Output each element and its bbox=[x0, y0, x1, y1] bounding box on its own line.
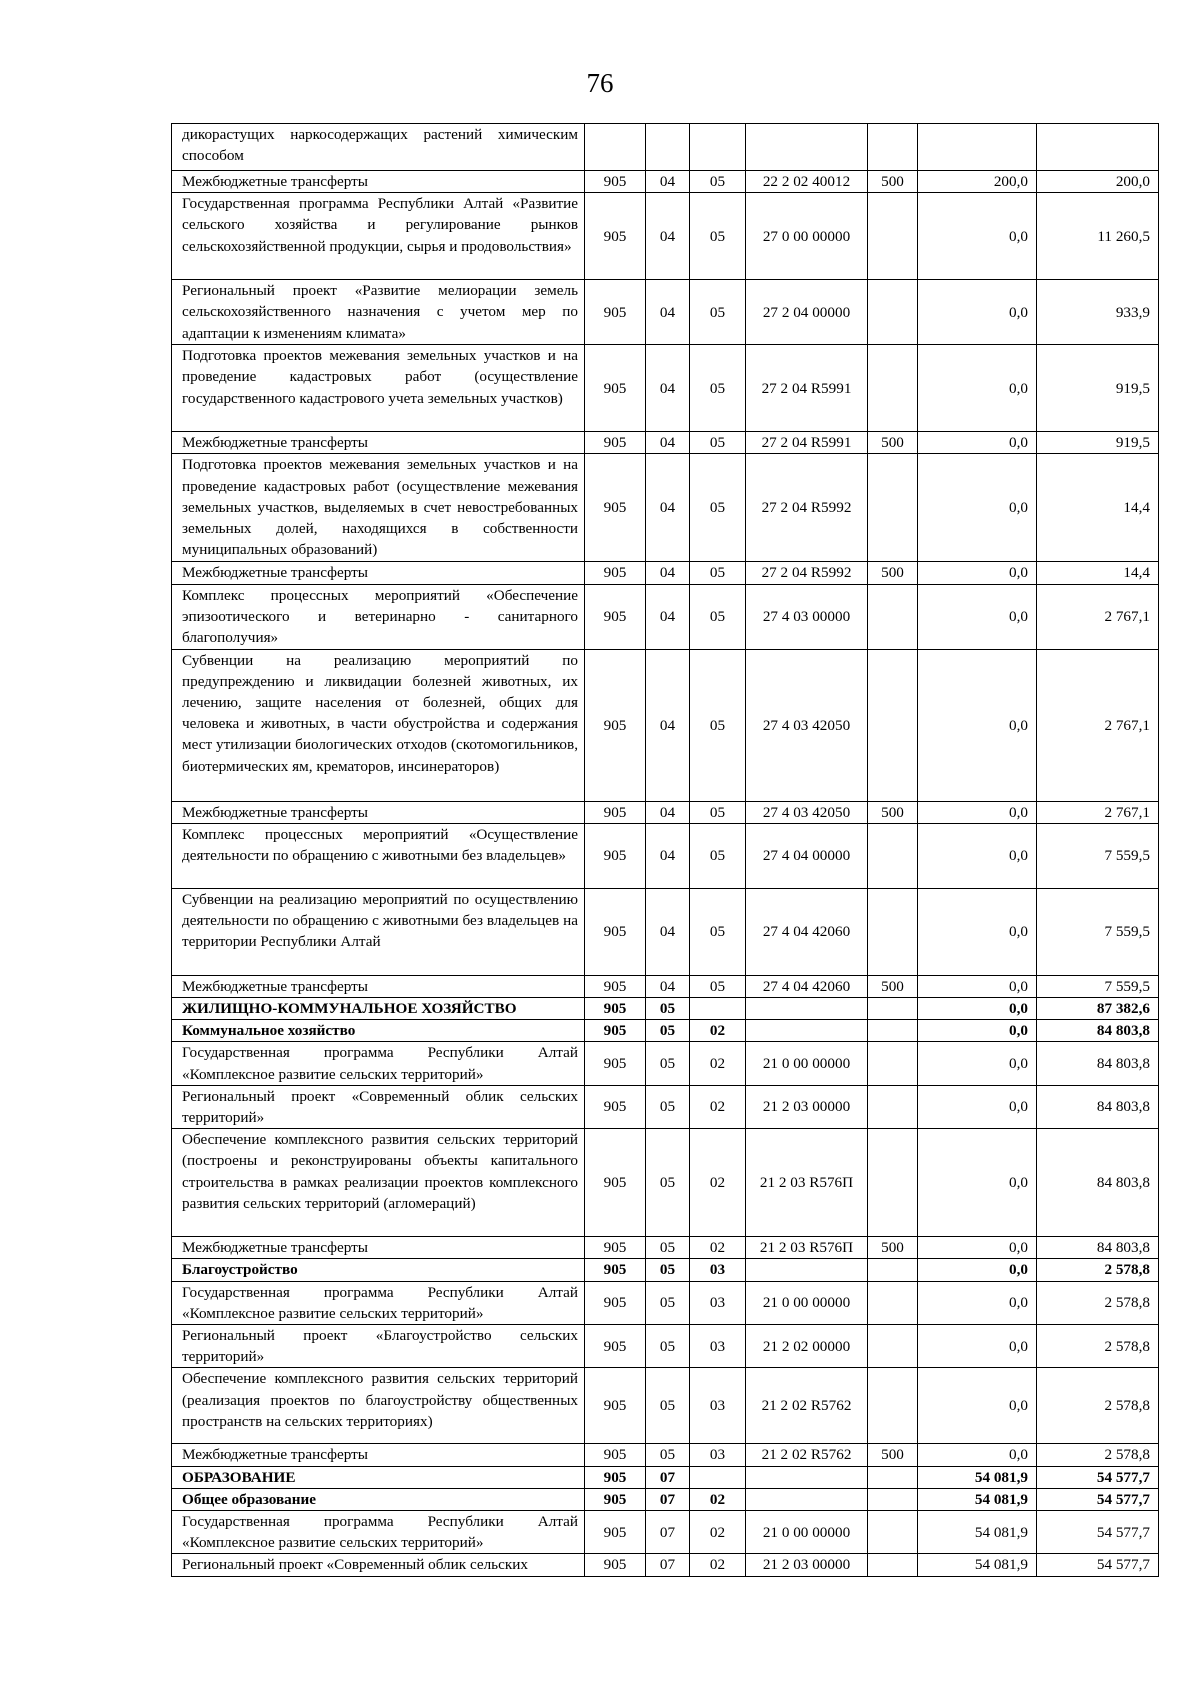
cell-target-article: 27 4 03 42050 bbox=[746, 649, 868, 801]
cell-admin-code: 905 bbox=[585, 193, 646, 280]
cell-sum-year1: 0,0 bbox=[918, 1281, 1037, 1324]
cell-name: Межбюджетные трансферты bbox=[172, 432, 585, 454]
cell-expense-type bbox=[868, 649, 918, 801]
cell-name: Обеспечение комплексного развития сельских территорий (построены и реконструированы объекты капитального строительства в рамках реализации проектов комплексного развития сельских территорий (агломераций) bbox=[172, 1129, 585, 1237]
cell-sum-year2: 7 559,5 bbox=[1037, 888, 1159, 975]
budget-table bbox=[171, 123, 1159, 1577]
table-row bbox=[172, 888, 1159, 975]
table-row bbox=[172, 1237, 1159, 1259]
cell-sum-year2: 11 260,5 bbox=[1037, 193, 1159, 280]
cell-subsection: 02 bbox=[690, 1511, 746, 1554]
cell-section: 04 bbox=[646, 432, 690, 454]
cell-admin-code: 905 bbox=[585, 1237, 646, 1259]
cell-expense-type: 500 bbox=[868, 432, 918, 454]
cell-target-article: 21 0 00 00000 bbox=[746, 1042, 868, 1085]
cell-target-article: 27 4 03 00000 bbox=[746, 584, 868, 649]
cell-sum-year2: 84 803,8 bbox=[1037, 1085, 1159, 1128]
cell-sum-year1: 0,0 bbox=[918, 432, 1037, 454]
table-body bbox=[172, 124, 1159, 1577]
cell-section: 04 bbox=[646, 345, 690, 432]
cell-subsection: 05 bbox=[690, 584, 746, 649]
cell-section: 05 bbox=[646, 1237, 690, 1259]
table-row bbox=[172, 801, 1159, 823]
cell-sum-year1: 0,0 bbox=[918, 1042, 1037, 1085]
cell-admin-code: 905 bbox=[585, 171, 646, 193]
cell-sum-year2: 919,5 bbox=[1037, 432, 1159, 454]
cell-sum-year1: 0,0 bbox=[918, 1085, 1037, 1128]
cell-sum-year2: 2 578,8 bbox=[1037, 1368, 1159, 1444]
table-row bbox=[172, 124, 1159, 171]
cell-expense-type bbox=[868, 1488, 918, 1510]
cell-sum-year2: 84 803,8 bbox=[1037, 1129, 1159, 1237]
cell-sum-year2: 2 578,8 bbox=[1037, 1281, 1159, 1324]
table-row bbox=[172, 454, 1159, 562]
cell-expense-type bbox=[868, 1466, 918, 1488]
cell-expense-type: 500 bbox=[868, 562, 918, 584]
cell-expense-type bbox=[868, 280, 918, 345]
cell-sum-year2: 54 577,7 bbox=[1037, 1466, 1159, 1488]
cell-sum-year1: 0,0 bbox=[918, 1020, 1037, 1042]
cell-sum-year1: 0,0 bbox=[918, 888, 1037, 975]
cell-expense-type bbox=[868, 1020, 918, 1042]
cell-expense-type bbox=[868, 193, 918, 280]
cell-name: Субвенции на реализацию мероприятий по осуществлению деятельности по обращению с животными без владельцев на территории Республики Алтай bbox=[172, 888, 585, 975]
cell-expense-type: 500 bbox=[868, 1237, 918, 1259]
cell-sum-year2: 7 559,5 bbox=[1037, 823, 1159, 888]
cell-subsection: 03 bbox=[690, 1444, 746, 1466]
cell-sum-year1: 0,0 bbox=[918, 1325, 1037, 1368]
cell-target-article: 21 2 03 R576П bbox=[746, 1129, 868, 1237]
cell-name: Подготовка проектов межевания земельных участков и на проведение кадастровых работ (осуществление межевания земельных участков, выделяемых в счет невостребованных земельных долей, находящихся в собственности муниципальных образований) bbox=[172, 454, 585, 562]
cell-name: Обеспечение комплексного развития сельских территорий (реализация проектов по благоустройству общественных пространств на сельских территориях) bbox=[172, 1368, 585, 1444]
cell-subsection: 05 bbox=[690, 562, 746, 584]
cell-target-article: 27 4 04 42060 bbox=[746, 888, 868, 975]
cell-section: 07 bbox=[646, 1511, 690, 1554]
cell-sum-year2: 2 578,8 bbox=[1037, 1259, 1159, 1281]
cell-sum-year1: 0,0 bbox=[918, 998, 1037, 1020]
cell-section: 04 bbox=[646, 823, 690, 888]
cell-name: ЖИЛИЩНО-КОММУНАЛЬНОЕ ХОЗЯЙСТВО bbox=[172, 998, 585, 1020]
cell-subsection: 05 bbox=[690, 171, 746, 193]
cell-expense-type: 500 bbox=[868, 171, 918, 193]
cell-name: дикорастущих наркосодержащих растений химическим способом bbox=[172, 124, 585, 171]
cell-target-article: 21 2 02 00000 bbox=[746, 1325, 868, 1368]
cell-expense-type bbox=[868, 1554, 918, 1576]
cell-expense-type: 500 bbox=[868, 1444, 918, 1466]
cell-sum-year1 bbox=[918, 124, 1037, 171]
cell-section: 04 bbox=[646, 888, 690, 975]
cell-admin-code: 905 bbox=[585, 823, 646, 888]
cell-expense-type bbox=[868, 1259, 918, 1281]
cell-expense-type bbox=[868, 823, 918, 888]
cell-sum-year2: 14,4 bbox=[1037, 562, 1159, 584]
cell-subsection: 02 bbox=[690, 1237, 746, 1259]
cell-target-article bbox=[746, 998, 868, 1020]
cell-sum-year2: 14,4 bbox=[1037, 454, 1159, 562]
page-number: 76 bbox=[586, 68, 614, 98]
cell-sum-year1: 0,0 bbox=[918, 1444, 1037, 1466]
cell-name: Региональный проект «Современный облик сельских территорий» bbox=[172, 1085, 585, 1128]
cell-name: Межбюджетные трансферты bbox=[172, 975, 585, 997]
table-row bbox=[172, 1020, 1159, 1042]
cell-subsection: 02 bbox=[690, 1020, 746, 1042]
cell-admin-code: 905 bbox=[585, 998, 646, 1020]
cell-target-article: 27 4 04 00000 bbox=[746, 823, 868, 888]
table-row bbox=[172, 584, 1159, 649]
cell-section: 04 bbox=[646, 562, 690, 584]
cell-target-article bbox=[746, 1488, 868, 1510]
cell-sum-year1: 54 081,9 bbox=[918, 1554, 1037, 1576]
cell-name: Межбюджетные трансферты bbox=[172, 562, 585, 584]
cell-admin-code: 905 bbox=[585, 975, 646, 997]
cell-section: 04 bbox=[646, 584, 690, 649]
cell-admin-code: 905 bbox=[585, 1085, 646, 1128]
cell-sum-year2: 54 577,7 bbox=[1037, 1488, 1159, 1510]
cell-target-article: 27 2 04 R5991 bbox=[746, 345, 868, 432]
cell-subsection: 05 bbox=[690, 280, 746, 345]
cell-expense-type bbox=[868, 1129, 918, 1237]
cell-name: Межбюджетные трансферты bbox=[172, 1444, 585, 1466]
cell-sum-year2: 84 803,8 bbox=[1037, 1020, 1159, 1042]
cell-expense-type bbox=[868, 584, 918, 649]
cell-sum-year2: 2 578,8 bbox=[1037, 1325, 1159, 1368]
cell-target-article: 21 2 03 00000 bbox=[746, 1085, 868, 1128]
cell-subsection: 05 bbox=[690, 193, 746, 280]
cell-name: Благоустройство bbox=[172, 1259, 585, 1281]
table-row bbox=[172, 1259, 1159, 1281]
table-row bbox=[172, 1129, 1159, 1237]
cell-admin-code: 905 bbox=[585, 454, 646, 562]
cell-name: Государственная программа Республики Алтай «Комплексное развитие сельских территорий» bbox=[172, 1511, 585, 1554]
cell-admin-code: 905 bbox=[585, 562, 646, 584]
cell-expense-type bbox=[868, 454, 918, 562]
cell-admin-code: 905 bbox=[585, 1444, 646, 1466]
cell-section: 07 bbox=[646, 1488, 690, 1510]
cell-name: Государственная программа Республики Алтай «Комплексное развитие сельских территорий» bbox=[172, 1281, 585, 1324]
table-row bbox=[172, 1325, 1159, 1368]
cell-expense-type bbox=[868, 1368, 918, 1444]
cell-sum-year1: 0,0 bbox=[918, 454, 1037, 562]
cell-target-article: 27 4 04 42060 bbox=[746, 975, 868, 997]
cell-admin-code: 905 bbox=[585, 1554, 646, 1576]
table-row bbox=[172, 1488, 1159, 1510]
cell-admin-code bbox=[585, 124, 646, 171]
cell-admin-code: 905 bbox=[585, 1511, 646, 1554]
cell-subsection: 05 bbox=[690, 975, 746, 997]
cell-expense-type bbox=[868, 345, 918, 432]
table-row bbox=[172, 171, 1159, 193]
cell-target-article bbox=[746, 1020, 868, 1042]
cell-sum-year1: 0,0 bbox=[918, 1237, 1037, 1259]
cell-sum-year1: 0,0 bbox=[918, 1129, 1037, 1237]
cell-name: Региональный проект «Благоустройство сельских территорий» bbox=[172, 1325, 585, 1368]
cell-section: 04 bbox=[646, 801, 690, 823]
cell-target-article bbox=[746, 1466, 868, 1488]
cell-sum-year2: 54 577,7 bbox=[1037, 1554, 1159, 1576]
cell-name: Государственная программа Республики Алтай «Развитие сельского хозяйства и регулирование рынков сельскохозяйственной продукции, сырья и продовольствия» bbox=[172, 193, 585, 280]
cell-sum-year2: 87 382,6 bbox=[1037, 998, 1159, 1020]
cell-target-article: 21 2 02 R5762 bbox=[746, 1368, 868, 1444]
cell-subsection: 03 bbox=[690, 1281, 746, 1324]
cell-admin-code: 905 bbox=[585, 1129, 646, 1237]
cell-target-article: 21 0 00 00000 bbox=[746, 1281, 868, 1324]
cell-admin-code: 905 bbox=[585, 432, 646, 454]
cell-subsection: 02 bbox=[690, 1488, 746, 1510]
cell-name: Подготовка проектов межевания земельных участков и на проведение кадастровых работ (осуществление государственного кадастрового учета земельных участков) bbox=[172, 345, 585, 432]
cell-section: 04 bbox=[646, 171, 690, 193]
cell-subsection: 05 bbox=[690, 888, 746, 975]
cell-expense-type bbox=[868, 1085, 918, 1128]
table-row bbox=[172, 562, 1159, 584]
cell-subsection: 03 bbox=[690, 1325, 746, 1368]
cell-name: Региональный проект «Развитие мелиорации земель сельскохозяйственного назначения с учетом мер по адаптации к изменениям климата» bbox=[172, 280, 585, 345]
cell-admin-code: 905 bbox=[585, 1259, 646, 1281]
cell-target-article: 27 0 00 00000 bbox=[746, 193, 868, 280]
cell-sum-year2: 200,0 bbox=[1037, 171, 1159, 193]
cell-section: 04 bbox=[646, 975, 690, 997]
cell-sum-year2: 2 767,1 bbox=[1037, 801, 1159, 823]
table-row bbox=[172, 1042, 1159, 1085]
cell-sum-year2: 2 767,1 bbox=[1037, 584, 1159, 649]
cell-expense-type: 500 bbox=[868, 801, 918, 823]
cell-sum-year1: 200,0 bbox=[918, 171, 1037, 193]
cell-name: Общее образование bbox=[172, 1488, 585, 1510]
cell-target-article: 21 0 00 00000 bbox=[746, 1511, 868, 1554]
cell-target-article: 21 2 03 00000 bbox=[746, 1554, 868, 1576]
cell-sum-year1: 0,0 bbox=[918, 345, 1037, 432]
cell-expense-type: 500 bbox=[868, 975, 918, 997]
cell-expense-type bbox=[868, 1511, 918, 1554]
cell-name: Региональный проект «Современный облик сельских bbox=[172, 1554, 585, 1576]
cell-admin-code: 905 bbox=[585, 801, 646, 823]
cell-section: 05 bbox=[646, 1281, 690, 1324]
cell-sum-year2: 2 578,8 bbox=[1037, 1444, 1159, 1466]
cell-name: Коммунальное хозяйство bbox=[172, 1020, 585, 1042]
cell-admin-code: 905 bbox=[585, 1368, 646, 1444]
cell-section: 05 bbox=[646, 1129, 690, 1237]
cell-section: 05 bbox=[646, 998, 690, 1020]
cell-subsection bbox=[690, 124, 746, 171]
cell-subsection: 05 bbox=[690, 649, 746, 801]
table-row bbox=[172, 1281, 1159, 1324]
cell-sum-year1: 0,0 bbox=[918, 823, 1037, 888]
cell-admin-code: 905 bbox=[585, 1488, 646, 1510]
cell-admin-code: 905 bbox=[585, 888, 646, 975]
cell-section: 07 bbox=[646, 1554, 690, 1576]
cell-section: 05 bbox=[646, 1020, 690, 1042]
cell-subsection: 02 bbox=[690, 1085, 746, 1128]
cell-target-article: 27 2 04 00000 bbox=[746, 280, 868, 345]
cell-section: 05 bbox=[646, 1444, 690, 1466]
cell-subsection: 03 bbox=[690, 1259, 746, 1281]
cell-subsection: 05 bbox=[690, 345, 746, 432]
cell-sum-year1: 0,0 bbox=[918, 649, 1037, 801]
cell-target-article: 22 2 02 40012 bbox=[746, 171, 868, 193]
cell-name: Государственная программа Республики Алтай «Комплексное развитие сельских территорий» bbox=[172, 1042, 585, 1085]
cell-expense-type bbox=[868, 1281, 918, 1324]
cell-section: 05 bbox=[646, 1085, 690, 1128]
cell-sum-year1: 0,0 bbox=[918, 1368, 1037, 1444]
cell-subsection: 02 bbox=[690, 1042, 746, 1085]
cell-sum-year2: 933,9 bbox=[1037, 280, 1159, 345]
cell-sum-year2: 84 803,8 bbox=[1037, 1042, 1159, 1085]
cell-subsection: 02 bbox=[690, 1129, 746, 1237]
cell-sum-year2: 919,5 bbox=[1037, 345, 1159, 432]
cell-name: Комплекс процессных мероприятий «Осуществление деятельности по обращению с животными без владельцев» bbox=[172, 823, 585, 888]
cell-sum-year1: 0,0 bbox=[918, 1259, 1037, 1281]
cell-subsection: 05 bbox=[690, 801, 746, 823]
cell-subsection bbox=[690, 1466, 746, 1488]
cell-target-article bbox=[746, 1259, 868, 1281]
table-row bbox=[172, 1466, 1159, 1488]
cell-section: 04 bbox=[646, 280, 690, 345]
table-row bbox=[172, 280, 1159, 345]
cell-sum-year2: 84 803,8 bbox=[1037, 1237, 1159, 1259]
cell-section: 05 bbox=[646, 1259, 690, 1281]
cell-section: 04 bbox=[646, 454, 690, 562]
cell-expense-type bbox=[868, 888, 918, 975]
cell-name: Субвенции на реализацию мероприятий по предупреждению и ликвидации болезней животных, их лечению, защите населения от болезней, общих для человека и животных, в части обустройства и содержания мест утилизации биологических отходов (скотомогильников, биотермических ям, крематоров, инсинераторов) bbox=[172, 649, 585, 801]
cell-name: Межбюджетные трансферты bbox=[172, 171, 585, 193]
cell-admin-code: 905 bbox=[585, 1325, 646, 1368]
cell-admin-code: 905 bbox=[585, 649, 646, 801]
cell-admin-code: 905 bbox=[585, 1020, 646, 1042]
cell-name: Межбюджетные трансферты bbox=[172, 801, 585, 823]
cell-sum-year1: 0,0 bbox=[918, 584, 1037, 649]
cell-subsection: 05 bbox=[690, 454, 746, 562]
cell-name: ОБРАЗОВАНИЕ bbox=[172, 1466, 585, 1488]
cell-sum-year1: 0,0 bbox=[918, 562, 1037, 584]
cell-target-article: 21 2 03 R576П bbox=[746, 1237, 868, 1259]
cell-section: 04 bbox=[646, 193, 690, 280]
cell-admin-code: 905 bbox=[585, 1042, 646, 1085]
cell-admin-code: 905 bbox=[585, 584, 646, 649]
cell-expense-type bbox=[868, 1325, 918, 1368]
table-row bbox=[172, 1085, 1159, 1128]
cell-sum-year2: 7 559,5 bbox=[1037, 975, 1159, 997]
cell-target-article: 27 4 03 42050 bbox=[746, 801, 868, 823]
table-row bbox=[172, 193, 1159, 280]
cell-admin-code: 905 bbox=[585, 345, 646, 432]
cell-target-article bbox=[746, 124, 868, 171]
cell-sum-year1: 54 081,9 bbox=[918, 1488, 1037, 1510]
cell-admin-code: 905 bbox=[585, 1281, 646, 1324]
cell-target-article: 21 2 02 R5762 bbox=[746, 1444, 868, 1466]
cell-subsection: 05 bbox=[690, 432, 746, 454]
cell-subsection: 05 bbox=[690, 823, 746, 888]
cell-sum-year2: 54 577,7 bbox=[1037, 1511, 1159, 1554]
cell-target-article: 27 2 04 R5991 bbox=[746, 432, 868, 454]
cell-sum-year2 bbox=[1037, 124, 1159, 171]
cell-expense-type bbox=[868, 124, 918, 171]
table-row bbox=[172, 649, 1159, 801]
table-row bbox=[172, 1368, 1159, 1444]
cell-section: 04 bbox=[646, 649, 690, 801]
cell-subsection: 03 bbox=[690, 1368, 746, 1444]
cell-target-article: 27 2 04 R5992 bbox=[746, 562, 868, 584]
cell-sum-year1: 54 081,9 bbox=[918, 1511, 1037, 1554]
cell-sum-year1: 0,0 bbox=[918, 975, 1037, 997]
cell-name: Комплекс процессных мероприятий «Обеспечение эпизоотического и ветеринарно - санитарного благополучия» bbox=[172, 584, 585, 649]
cell-expense-type bbox=[868, 1042, 918, 1085]
cell-target-article: 27 2 04 R5992 bbox=[746, 454, 868, 562]
cell-sum-year1: 54 081,9 bbox=[918, 1466, 1037, 1488]
table-row bbox=[172, 975, 1159, 997]
cell-name: Межбюджетные трансферты bbox=[172, 1237, 585, 1259]
cell-subsection bbox=[690, 998, 746, 1020]
table-row bbox=[172, 1511, 1159, 1554]
cell-admin-code: 905 bbox=[585, 1466, 646, 1488]
cell-subsection: 02 bbox=[690, 1554, 746, 1576]
table-row bbox=[172, 345, 1159, 432]
table-row bbox=[172, 998, 1159, 1020]
table-row bbox=[172, 823, 1159, 888]
cell-section: 05 bbox=[646, 1368, 690, 1444]
cell-expense-type bbox=[868, 998, 918, 1020]
cell-sum-year1: 0,0 bbox=[918, 280, 1037, 345]
cell-sum-year1: 0,0 bbox=[918, 801, 1037, 823]
table-row bbox=[172, 1444, 1159, 1466]
cell-section: 07 bbox=[646, 1466, 690, 1488]
cell-sum-year2: 2 767,1 bbox=[1037, 649, 1159, 801]
cell-section bbox=[646, 124, 690, 171]
cell-section: 05 bbox=[646, 1042, 690, 1085]
cell-sum-year1: 0,0 bbox=[918, 193, 1037, 280]
table-row bbox=[172, 1554, 1159, 1576]
table-row bbox=[172, 432, 1159, 454]
cell-section: 05 bbox=[646, 1325, 690, 1368]
cell-admin-code: 905 bbox=[585, 280, 646, 345]
